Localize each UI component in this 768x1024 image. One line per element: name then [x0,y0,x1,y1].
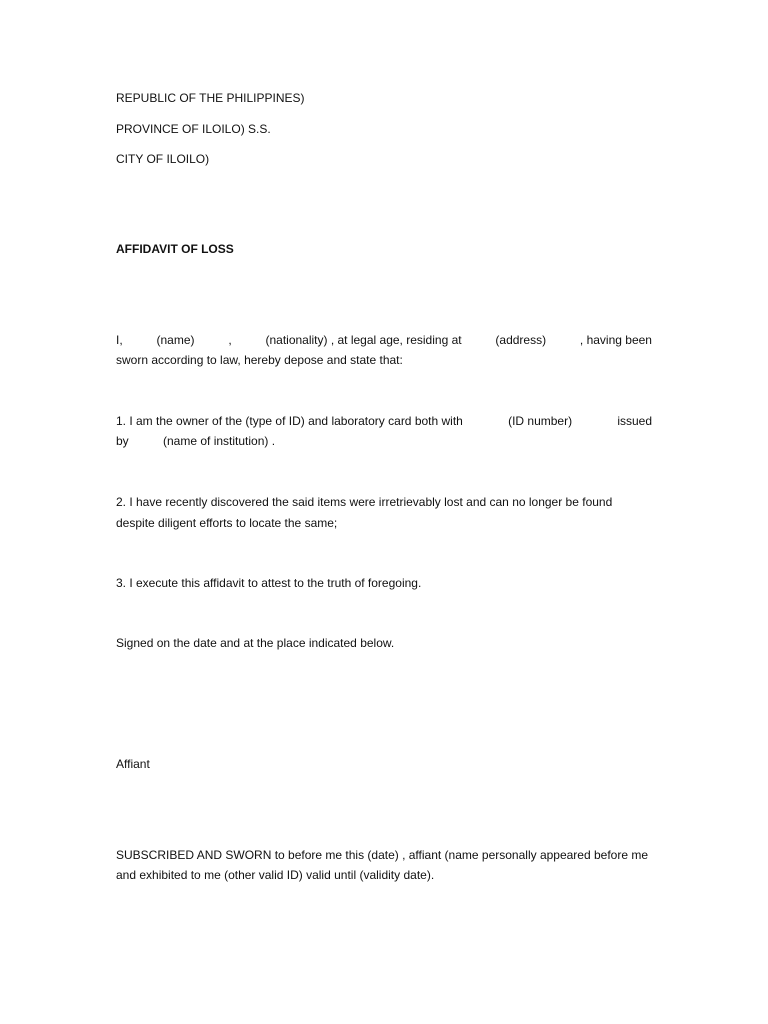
intro-line-2: sworn according to law, hereby depose and state that: [116,353,403,367]
item2-line-2: despite diligent efforts to locate the same; [116,516,338,530]
intro-name-placeholder: (name) [156,333,195,347]
signed-statement: Signed on the date and at the place indicated below. [116,636,395,650]
item1-issued: issued [617,414,652,428]
intro-having-been: , having been [579,333,652,347]
item1-line-2a: by [116,434,129,448]
intro-comma: , [228,333,232,347]
item1-line-1 [116,414,652,428]
jurat-line-2: and exhibited to me (other valid ID) valid until (validity date). [116,868,435,882]
intro-i: I, [116,333,123,347]
affiant-label: Affiant [116,757,150,771]
item1-id-number-placeholder: (ID number) [508,414,573,428]
item1-owner-text: 1. I am the owner of the (type of ID) and laboratory card both with [116,414,463,428]
jurat-line-1: SUBSCRIBED AND SWORN to before me this (date) , affiant (name personally appeared before me [116,848,649,862]
intro-address-placeholder: (address) [495,333,547,347]
intro-nationality-text: (nationality) , at legal age, residing at [265,333,462,347]
intro-line-1 [116,333,652,347]
venue-city: CITY OF ILOILO) [116,152,210,166]
venue-province: PROVINCE OF ILOILO) S.S. [116,122,271,136]
item3: 3. I execute this affidavit to attest to the truth of foregoing. [116,576,422,590]
item1-institution-placeholder: (name of institution) . [163,434,276,448]
document-title: AFFIDAVIT OF LOSS [116,242,234,256]
venue-republic: REPUBLIC OF THE PHILIPPINES) [116,91,305,105]
item2-line-1: 2. I have recently discovered the said items were irretrievably lost and can no longer be found [116,495,613,509]
